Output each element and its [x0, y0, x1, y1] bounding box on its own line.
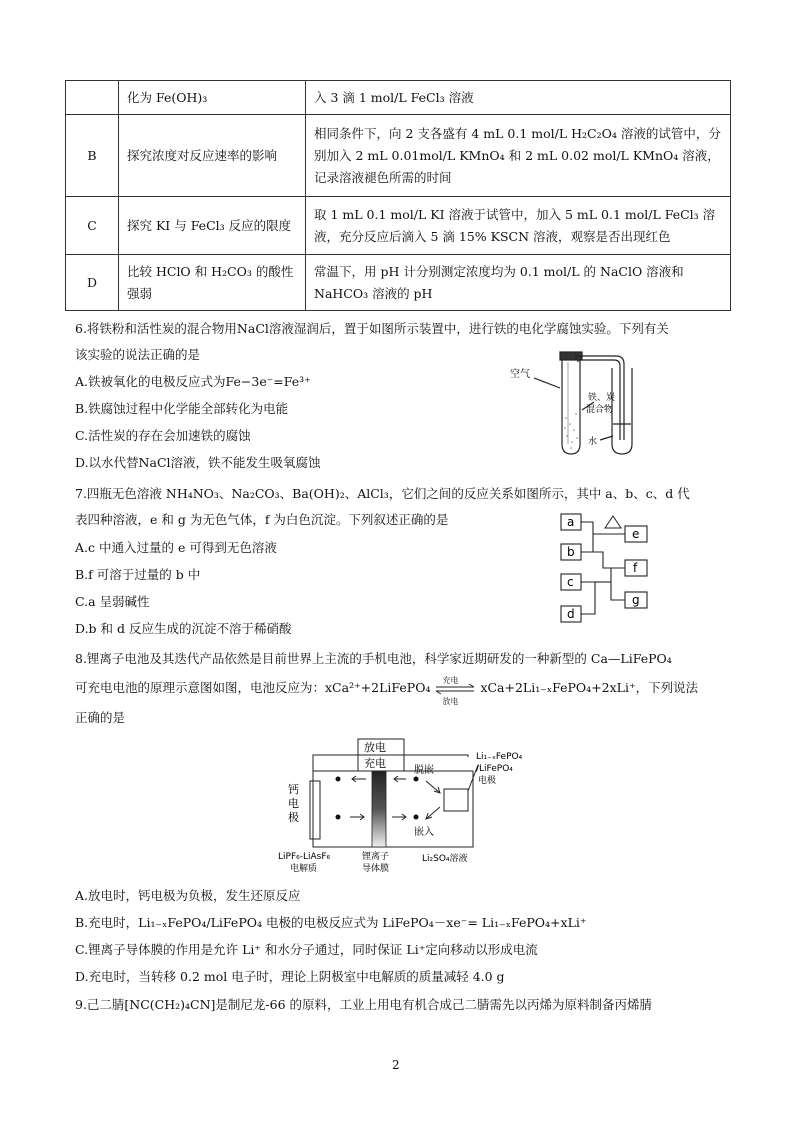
q8-option-c: C.锂离子导体膜的作用是允许 Li⁺ 和水分子通过，同时保证 Li⁺定向移动以形成电流	[75, 942, 538, 957]
charge-label: 充电	[364, 757, 386, 770]
node-g: g	[632, 593, 640, 607]
arrow-label-discharge: 放电	[442, 696, 459, 706]
q6-stem: 该实验的说法正确的是	[75, 347, 201, 362]
node-e: e	[632, 527, 640, 541]
mixture-label: 混合物	[586, 405, 614, 415]
row-operation: 常温下，用 pH 计分别测定浓度均为 0.1 mol/L 的 NaClO 溶液和 NaHCO₃ 溶液的 pH	[306, 255, 731, 311]
water-label: 水	[588, 437, 598, 447]
table-row	[66, 197, 731, 255]
q6-stem: 6.将铁粉和活性炭的混合物用NaCl溶液湿润后，置于如图所示装置中，进行铁的电化学腐蚀实验。下列有关	[75, 321, 669, 336]
calcium-electrode-label: 电	[288, 797, 299, 810]
q6-option-a: A.铁被氧化的电极反应式为Fe−3e⁻=Fe³⁺	[75, 374, 311, 389]
q6-apparatus-figure	[508, 344, 683, 464]
row-label: D	[66, 255, 119, 311]
q8-option-a: A.放电时，钙电极为负极，发生还原反应	[75, 888, 301, 903]
calcium-electrode-label: 钙	[288, 783, 299, 796]
lifepo4-electrode-label: 电极	[478, 776, 497, 786]
discharge-label: 放电	[364, 741, 386, 754]
q8-equation-left: 可充电电池的原理示意图如图，电池反应为：xCa²⁺+2LiFePO₄	[75, 680, 431, 695]
q8-stem	[75, 675, 699, 706]
q6-option-d: D.以水代替NaCl溶液，铁不能发生吸氧腐蚀	[75, 455, 321, 470]
deintercalate-label: 脱嵌	[414, 765, 434, 776]
q9-stem: 9.己二腈[NC(CH₂)₄CN]是制尼龙-66 的原料，工业上用电有机合成己二腈需先以丙烯为原料制备丙烯腈	[75, 997, 653, 1012]
node-b: b	[567, 545, 575, 559]
table-row	[66, 115, 731, 197]
right-electrolyte-label: Li₂SO₄溶液	[422, 854, 468, 864]
q8-stem: 正确的是	[75, 710, 126, 725]
arrow-label-charge: 充电	[442, 675, 459, 685]
table-row	[66, 81, 731, 115]
row-operation: 相同条件下，向 2 支各盛有 4 mL 0.1 mol/L H₂C₂O₄ 溶液的试管中，分别加入 2 mL 0.01mol/L KMnO₄ 和 2 mL 0.02 mol/L KMnO₄ 溶液，记录溶液褪色所需的时间	[306, 115, 731, 197]
row-label: C	[66, 197, 119, 255]
q8-battery-diagram	[268, 737, 538, 877]
q8-option-d: D.充电时，当转移 0.2 mol 电子时，理论上阴极室中电解质的质量减轻 4.0 g	[75, 969, 505, 984]
q7-stem: 表四种溶液，e 和 g 为无色气体，f 为白色沉淀。下列叙述正确的是	[75, 512, 449, 527]
node-d: d	[567, 607, 575, 621]
membrane-label: 锂离子	[362, 852, 390, 862]
calcium-electrode-label: 极	[288, 811, 299, 824]
q7-reaction-diagram	[555, 508, 685, 630]
lifepo4-electrode-label: /LiFePO₄	[476, 764, 513, 774]
q6-option-b: B.铁腐蚀过程中化学能全部转化为电能	[75, 401, 289, 416]
row-purpose: 比较 HClO 和 H₂CO₃ 的酸性强弱	[119, 255, 306, 311]
q7-option-b: B.f 可溶于过量的 b 中	[75, 567, 201, 582]
q7-stem: 7.四瓶无色溶液 NH₄NO₃、Na₂CO₃、Ba(OH)₂、AlCl₃，它们之间的反应关系如图所示，其中 a、b、c、d 代	[75, 486, 690, 501]
q6-option-c: C.活性炭的存在会加速铁的腐蚀	[75, 428, 251, 443]
left-electrolyte-label: 电解质	[290, 864, 318, 874]
q7-option-c: C.a 呈弱碱性	[75, 594, 150, 609]
page-number: 2	[392, 1058, 400, 1072]
node-a: a	[567, 515, 575, 529]
row-label: B	[66, 115, 119, 197]
q8-equation-right: xCa+2Li₁₋ₓFePO₄+2xLi⁺，下列说法	[480, 680, 699, 695]
q8-option-b: B.充电时，Li₁₋ₓFePO₄/LiFePO₄ 电极的电极反应式为 LiFePO₄－xe⁻= Li₁₋ₓFePO₄+xLi⁺	[75, 915, 587, 930]
left-electrolyte-label: LiPF₆-LiAsF₆	[278, 852, 331, 862]
node-c: c	[567, 575, 574, 589]
node-f: f	[633, 561, 638, 575]
air-label: 空气	[510, 369, 530, 380]
q7-option-d: D.b 和 d 反应生成的沉淀不溶于稀硝酸	[75, 621, 292, 636]
lifepo4-electrode-label: Li₁₋ₓFePO₄	[476, 752, 523, 762]
intercalate-label: 嵌入	[414, 827, 434, 838]
table-row	[66, 255, 731, 311]
row-operation: 取 1 mL 0.1 mol/L KI 溶液于试管中，加入 5 mL 0.1 mol/L FeCl₃ 溶液，充分反应后滴入 5 滴 15% KSCN 溶液，观察是否出现红色	[306, 197, 731, 255]
row-purpose: 探究 KI 与 FeCl₃ 反应的限度	[119, 197, 306, 255]
q8-stem: 8.锂离子电池及其迭代产品依然是目前世界上主流的手机电池，科学家近期研发的一种新型的 Ca—LiFePO₄	[75, 651, 672, 666]
membrane-label: 导体膜	[362, 864, 390, 874]
row-purpose: 化为 Fe(OH)₃	[119, 81, 306, 115]
row-operation: 入 3 滴 1 mol/L FeCl₃ 溶液	[306, 81, 731, 115]
experiment-table	[65, 80, 731, 311]
row-purpose: 探究浓度对反应速率的影响	[119, 115, 306, 197]
q7-option-a: A.c 中通入过量的 e 可得到无色溶液	[75, 540, 277, 555]
equilibrium-arrow	[434, 675, 476, 706]
mixture-label: 铁、炭	[588, 393, 616, 403]
row-label	[66, 81, 119, 115]
